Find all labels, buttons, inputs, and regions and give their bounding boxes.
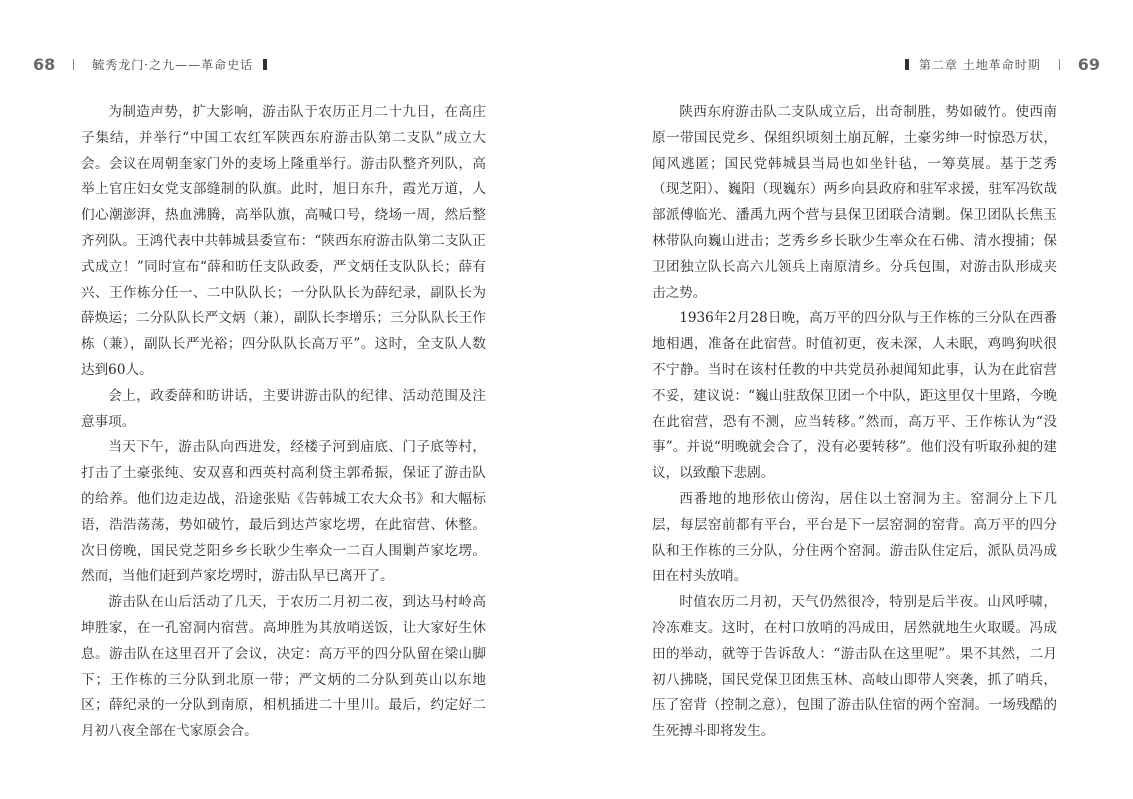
right-page-header bbox=[895, 52, 1100, 76]
paragraph: 游击队在山后活动了几天，于农历二月初二夜，到达马村岭高坤胜家，在一孔窑洞内宿营。高坤胜为其放哨送饭，让大家好生休息。游击队在这里召开了会议，决定：高万平的四分队留在梁山脚下；王作栋的三分队到北原一带；严文炳的二分队到英山以东地区；薛纪录的一分队到南原，相机插进二十里川。最后，约定好二月初八夜全部在弋家原会合。 bbox=[81, 594, 486, 740]
paragraph: 会上，政委薛和昉讲话，主要讲游击队的纪律、活动范围及注意事项。 bbox=[81, 387, 486, 430]
header-divider-left bbox=[73, 59, 74, 70]
page-number-right: 69 bbox=[1077, 54, 1100, 74]
paragraph: 当天下午，游击队向西进发，经楼子河到庙底、门子底等村，打击了土豪张纯、安双喜和西英村高利贷主郭希振，保证了游击队的给养。他们边走边战，沿途张贴《告韩城工农大众书》和大幅标语，浩浩荡荡，势如破竹，最后到达芦家圪塄，在此宿营、休整。次日傍晚，国民党芝阳乡乡长耿少生率众一二百人围剿芦家圪塄。然而，当他们赶到芦家圪塄时，游击队早已离开了。 bbox=[81, 439, 486, 585]
left-page-body bbox=[81, 100, 486, 745]
page-number-left: 68 bbox=[33, 54, 56, 74]
header-block-mark-right bbox=[905, 59, 909, 70]
paragraph: 为制造声势，扩大影响，游击队于农历正月二十九日，在高庄子集结，并举行“中国工农红军陕西东府游击队第二支队”成立大会。会议在周朝奎家门外的麦场上隆重举行。游击队整齐列队，高举上官庄妇女党支部缝制的队旗。此时，旭日东升，霞光万道，人们心潮澎湃，热血沸腾，高举队旗，高喊口号，绕场一周，然后整齐列队。王鸿代表中共韩城县委宣布：“陕西东府游击队第二支队正式成立！”同时宣布“薛和昉任支队政委，严文炳任支队队长；薛有兴、王作栋分任一、二中队队长；一分队队长为薛纪录，副队长为薛焕运；二分队队长严文炳（兼），副队长李增乐；三分队队长王作栋（兼），副队长严光裕；四分队队长高万平”。这时，全支队人数达到60人。 bbox=[81, 104, 486, 378]
paragraph: 西番地的地形依山傍沟，居住以土窑洞为主。窑洞分上下几层，每层窑前都有平台，平台是下一层窑洞的窑背。高万平的四分队和王作栋的三分队，分住两个窑洞。游击队住定后，派队员冯成田在村头放哨。 bbox=[652, 490, 1057, 585]
right-page bbox=[567, 0, 1133, 799]
left-page bbox=[0, 0, 566, 799]
header-divider-right bbox=[1059, 59, 1060, 70]
running-title-right: 第二章 土地革命时期 bbox=[918, 57, 1041, 72]
paragraph: 1936年2月28日晚，高万平的四分队与王作栋的三分队在西番地相遇，准备在此宿营。时值初更，夜未深，人未眠，鸡鸣狗吠很不宁静。当时在该村任教的中共党员孙昶闻知此事，认为在此宿营不妥，建议说：“巍山驻敌保卫团一个中队，距这里仅十里路，今晚在此宿营，恐有不测，应当转移。”然而，高万平、王作栋认为“没事”。并说“明晚就会合了，没有必要转移”。他们没有听取孙昶的建议，以致酿下悲剧。 bbox=[652, 310, 1057, 482]
left-page-header bbox=[33, 52, 277, 76]
running-title-left: 毓秀龙门·之九——革命史话 bbox=[92, 57, 254, 72]
paragraph: 陕西东府游击队二支队成立后，出奇制胜，势如破竹。使西南原一带国民党乡、保组织顷刻土崩瓦解，土豪劣绅一时惊恐万状，闻风逃匿；国民党韩城县当局也如坐针毡，一筹莫展。基于芝秀（现芝阳）、巍阳（现巍东）两乡向县政府和驻军求援，驻军冯钦哉部派傅临光、潘禹九两个营与县保卫团联合清剿。保卫团队长焦玉林带队向巍山进击；芝秀乡乡长耿少生率众在石佛、清水搜捕；保卫团独立队长高六儿领兵上南原清乡。分兵包围，对游击队形成夹击之势。 bbox=[652, 104, 1057, 301]
header-block-mark-left bbox=[263, 59, 267, 70]
right-page-body bbox=[652, 100, 1057, 745]
paragraph: 时值农历二月初，天气仍然很冷，特别是后半夜。山风呼啸，冷冻难支。这时，在村口放哨的冯成田，居然就地生火取暖。冯成田的举动，就等于告诉敌人：“游击队在这里呢”。果不其然，二月初八拂晓，国民党保卫团焦玉林、高岐山即带人突袭，抓了哨兵，压了窑背（控制之意），包围了游击队住宿的两个窑洞。一场残酷的生死搏斗即将发生。 bbox=[652, 594, 1057, 740]
